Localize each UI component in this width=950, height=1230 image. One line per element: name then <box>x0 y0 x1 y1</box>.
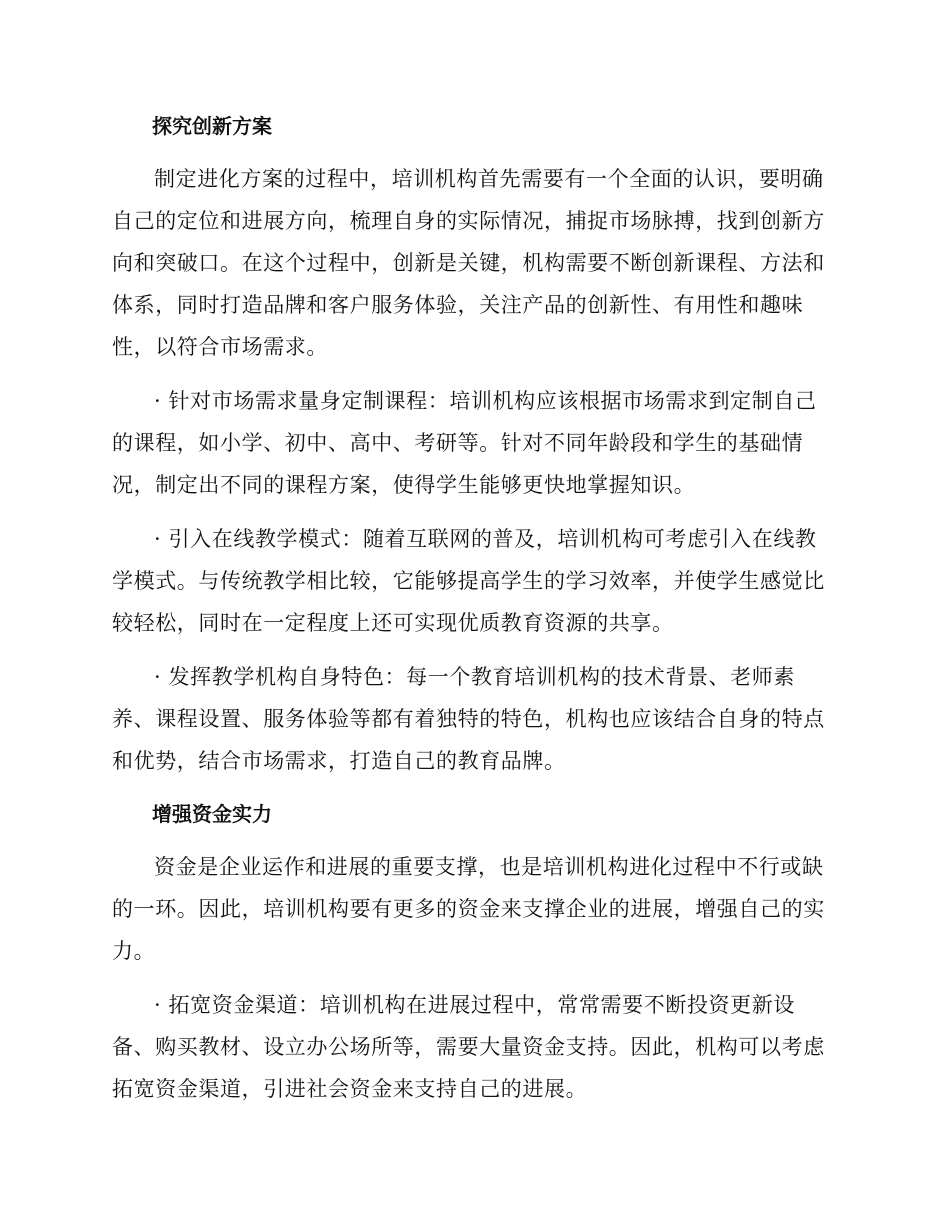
document-page <box>112 106 832 1122</box>
section-innovation <box>112 106 832 782</box>
bullet-paragraph: · 发挥教学机构自身特色：每一个教育培训机构的技术背景、老师素养、课程设置、服务体验等都有着独特的特色，机构也应该结合自身的特点和优势，结合市场需求，打造自己的教育品牌。 <box>112 665 825 773</box>
bullet-paragraph: · 引入在线教学模式：随着互联网的普及，培训机构可考虑引入在线教学模式。与传统教学相比较，它能够提高学生的学习效率，并使学生感觉比较轻松，同时在一定程度上还可实现优质教育资源的共享。 <box>112 527 825 635</box>
bullet-paragraph: · 拓宽资金渠道：培训机构在进展过程中，常常需要不断投资更新设备、购买教材、设立办公场所等，需要大量资金支持。因此，机构可以考虑拓宽资金渠道，引进社会资金来支持自己的进展。 <box>112 993 825 1101</box>
paragraph: 资金是企业运作和进展的重要支撑，也是培训机构进化过程中不行或缺的一环。因此，培训机构要有更多的资金来支撑企业的进展，增强自己的实力。 <box>112 855 825 963</box>
section-heading: 增强资金实力 <box>152 802 272 826</box>
section-funding <box>112 794 832 1110</box>
section-heading: 探究创新方案 <box>152 114 272 138</box>
paragraph: 制定进化方案的过程中，培训机构首先需要有一个全面的认识，要明确自己的定位和进展方向，梳理自身的实际情况，捕捉市场脉搏，找到创新方向和突破口。在这个过程中，创新是关键，机构需要不断创新课程、方法和体系，同时打造品牌和客户服务体验，关注产品的创新性、有用性和趣味性，以符合市场需求。 <box>112 167 825 359</box>
bullet-paragraph: · 针对市场需求量身定制课程：培训机构应该根据市场需求到定制自己的课程，如小学、初中、高中、考研等。针对不同年龄段和学生的基础情况，制定出不同的课程方案，使得学生能够更快地掌握知识。 <box>112 389 817 497</box>
